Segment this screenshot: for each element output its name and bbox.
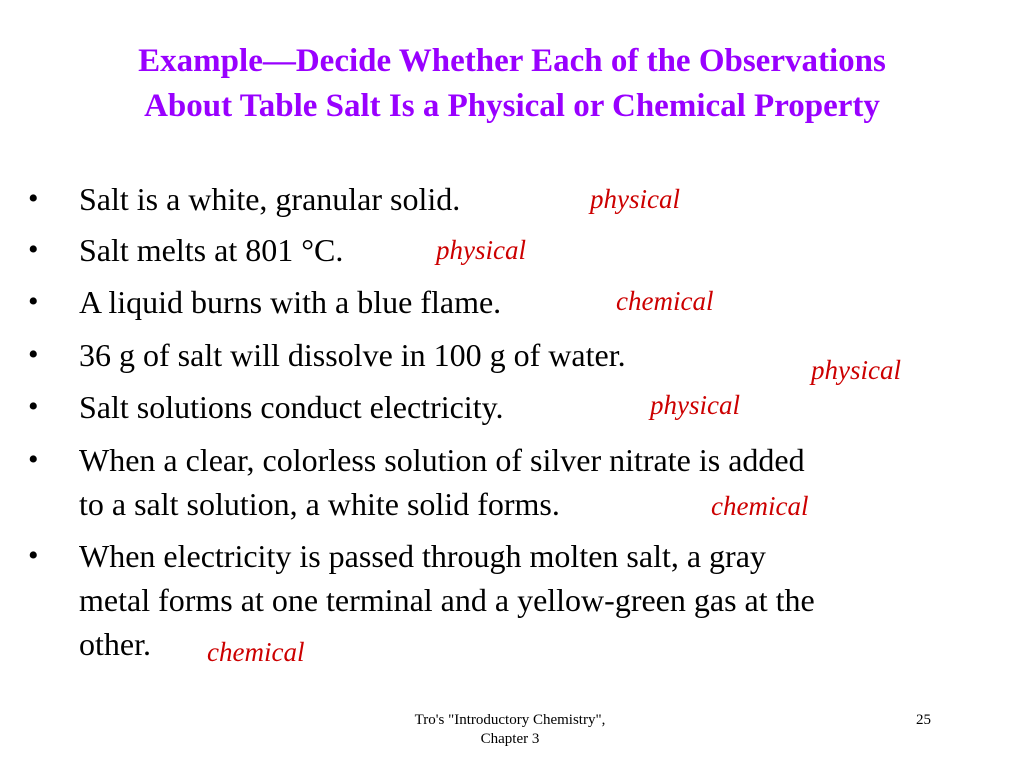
observation-4-text: 36 g of salt will dissolve in 100 g of water. xyxy=(79,337,626,373)
bullet-icon: • xyxy=(28,182,39,215)
footer-source-line-2: Chapter 3 xyxy=(480,731,540,747)
observation-1-text: Salt is a white, granular solid. xyxy=(79,181,461,217)
bullet-icon: • xyxy=(28,443,39,476)
observation-5-text: Salt solutions conduct electricity. xyxy=(79,389,504,425)
slide-title-line-1: Example—Decide Whether Each of the Observations xyxy=(138,43,886,79)
observation-3-text: A liquid burns with a blue flame. xyxy=(79,284,502,320)
slide-title-line-2: About Table Salt Is a Physical or Chemical Property xyxy=(144,88,880,124)
slide-footer xyxy=(340,711,680,749)
footer-source-line-1: Tro's "Introductory Chemistry", xyxy=(414,712,606,728)
observation-6-answer: chemical xyxy=(711,491,809,521)
observation-7-text-line-2: metal forms at one terminal and a yellow-green gas at the xyxy=(79,582,815,618)
slide-title xyxy=(40,39,984,129)
bullet-icon: • xyxy=(28,539,39,572)
bullet-icon: • xyxy=(28,233,39,266)
observation-7-text-line-1: When electricity is passed through molten salt, a gray xyxy=(79,538,766,574)
observation-4-answer: physical xyxy=(811,355,901,385)
bullet-icon: • xyxy=(28,338,39,371)
observation-6-text-line-2: to a salt solution, a white solid forms. xyxy=(79,486,560,522)
observation-7-answer: chemical xyxy=(207,637,305,667)
bullet-icon: • xyxy=(28,390,39,423)
observation-7-text-line-3: other. xyxy=(79,626,151,662)
page-number: 25 xyxy=(916,712,931,728)
observation-3-answer: chemical xyxy=(616,286,714,316)
observation-2-answer: physical xyxy=(436,235,526,265)
observation-2-text: Salt melts at 801 °C. xyxy=(79,232,344,268)
observation-6-text-line-1: When a clear, colorless solution of silver nitrate is added xyxy=(79,442,805,478)
observation-5-answer: physical xyxy=(650,390,740,420)
observation-1-answer: physical xyxy=(590,184,680,214)
bullet-icon: • xyxy=(28,285,39,318)
